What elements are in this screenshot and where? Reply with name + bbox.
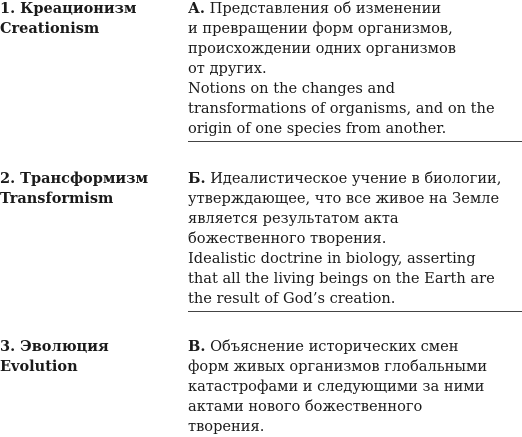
definition-line: от других.: [188, 60, 267, 77]
row-divider: [188, 141, 522, 142]
definition-line: А. Представления об изменении: [188, 0, 442, 17]
definition-b: [188, 169, 522, 309]
definition-line: that all the living beings on the Earth are: [188, 270, 495, 287]
definition-line: происхождении одних организмов: [188, 40, 456, 57]
definition-line: origin of one species from another.: [188, 120, 447, 137]
definition-line: форм живых организмов глобальными: [188, 358, 488, 375]
term-en: Transformism: [0, 190, 114, 207]
term-transformism: [0, 169, 178, 209]
definition-line: Б. Идеалистическое учение в биологии,: [188, 170, 502, 187]
term-ru: 1. Креационизм: [0, 0, 137, 17]
definition-c: [188, 337, 522, 437]
definition-line: В. Объяснение исторических смен: [188, 338, 459, 355]
definition-line: transformations of organisms, and on the: [188, 100, 495, 117]
definition-line: и превращении форм организмов,: [188, 20, 453, 37]
term-en: Evolution: [0, 358, 78, 375]
term-ru: 3. Эволюция: [0, 338, 109, 355]
definition-letter: Б.: [188, 170, 206, 187]
definition-letter: А.: [188, 0, 205, 17]
definition-letter: В.: [188, 338, 206, 355]
definition-line: утверждающее, что все живое на Земле: [188, 190, 500, 207]
term-ru: 2. Трансформизм: [0, 170, 149, 187]
term-en: Creationism: [0, 20, 100, 37]
definition-line: творения.: [188, 418, 265, 435]
definition-line: катастрофами и следующими за ними: [188, 378, 485, 395]
definition-line: актами нового божественного: [188, 398, 423, 415]
definition-line: Notions on the changes and: [188, 80, 395, 97]
definition-line: божественного творения.: [188, 230, 387, 247]
row-divider: [188, 311, 522, 312]
term-creationism: [0, 0, 178, 39]
definition-line: является результатом акта: [188, 210, 399, 227]
definition-a: [188, 0, 522, 139]
definition-line: the result of God’s creation.: [188, 290, 396, 307]
definition-line: Idealistic doctrine in biology, asserting: [188, 250, 476, 267]
term-evolution: [0, 337, 178, 377]
